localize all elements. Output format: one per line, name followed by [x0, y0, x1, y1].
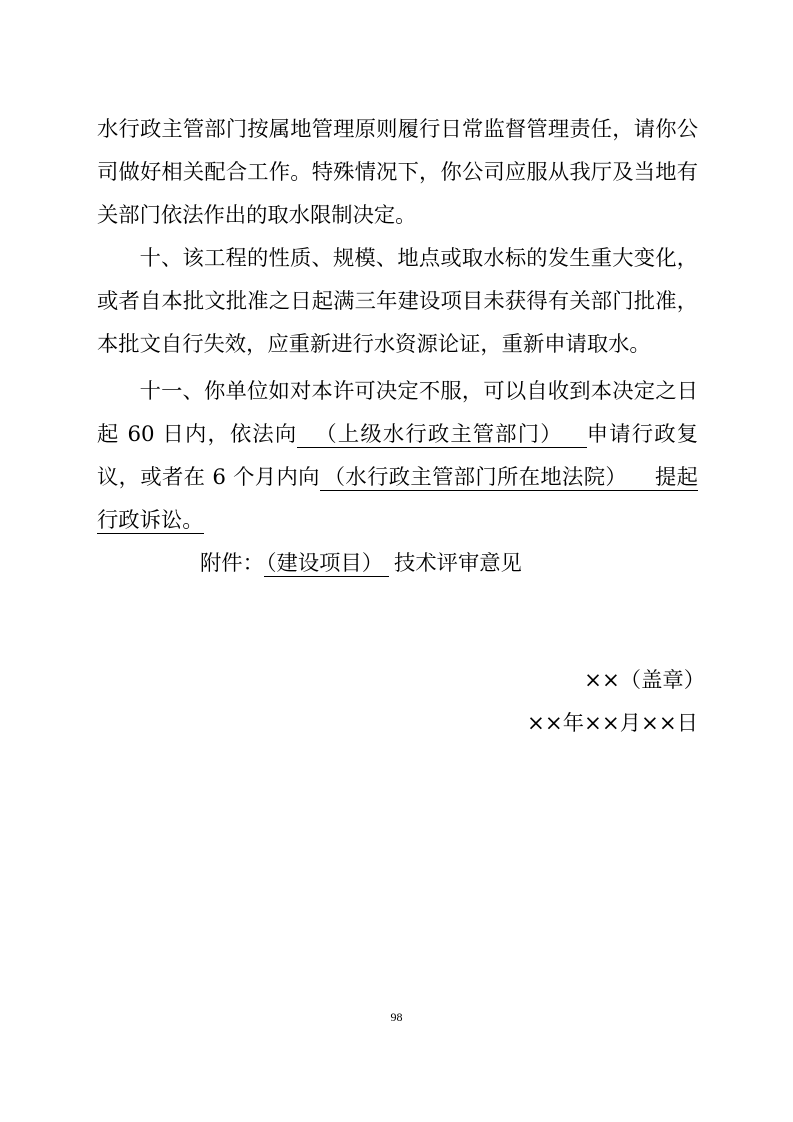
text-segment: 申请行政复 [586, 422, 698, 447]
text-line: 十一、你单位如对本许可决定不服，可以自收到本决定之日 [139, 379, 698, 404]
superior-authority-field: （上级水行政主管部门） [297, 422, 586, 448]
seal-line: ××（盖章） [584, 668, 705, 693]
project-name-field: （建设项目） [264, 551, 389, 577]
attachment-title: 技术评审意见 [394, 551, 522, 576]
text-line: 或者自本批文批准之日起满三年建设项目未获得有关部门批准， [97, 289, 698, 314]
clause-11 [97, 370, 698, 542]
court-field [320, 465, 698, 491]
text-segment: 提起 [655, 465, 698, 490]
text-line [97, 499, 698, 542]
clause-10 [97, 237, 698, 366]
lawsuit-line [97, 456, 698, 499]
text-segment: 起 60 日内，依法向 [97, 422, 298, 447]
text-line: 水行政主管部门按属地管理原则履行日常监督管理责任，请你公 [97, 117, 698, 142]
text-line: 本批文自行失效，应重新进行水资源论证，重新申请取水。 [97, 332, 651, 357]
attachment-label: 附件： [200, 551, 264, 576]
text-line: 十、该工程的性质、规模、地点或取水标的发生重大变化， [139, 246, 698, 271]
document-body [97, 108, 698, 585]
attachment-line [97, 542, 698, 585]
review-appeal-line [97, 413, 698, 456]
underlined-text: 行政诉讼。 [97, 508, 204, 533]
page-number: 98 [390, 1010, 403, 1024]
court-name: （水行政主管部门所在地法院） [323, 465, 628, 490]
text-line: 司做好相关配合工作。特殊情况下，你公司应服从我厅及当地有 [97, 160, 698, 185]
text-segment: 议，或者在 6 个月内向 [97, 465, 320, 490]
text-line: 关部门依法作出的取水限制决定。 [97, 203, 417, 228]
signature-block [97, 659, 705, 745]
date-line: ××年××月××日 [527, 711, 698, 736]
clause-continuation [97, 108, 698, 237]
